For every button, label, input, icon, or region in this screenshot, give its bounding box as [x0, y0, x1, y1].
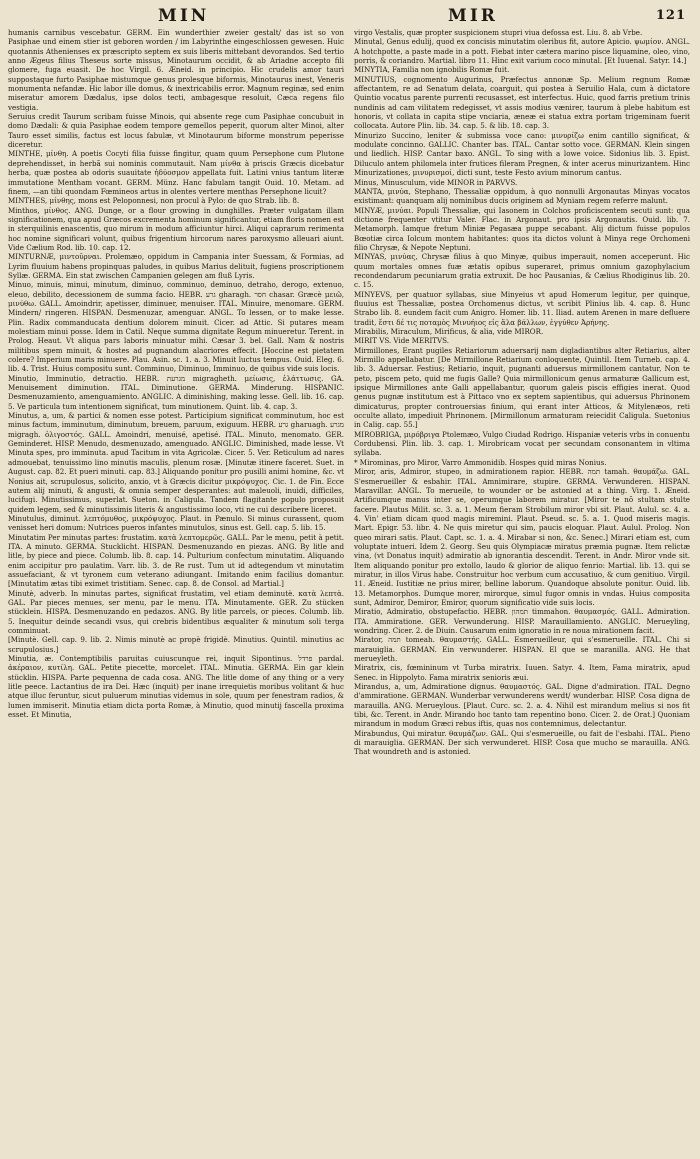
dictionary-entry: MINTURNÆ, μιντοῦρναι. Prolemæo, oppidum in Campania inter Suessam, & Formias, ad Lyrim fluuium habens propinquas paludes, in quibus Marius delituit, fugiens proscriptionem Syllæ. GERMA. Ein stat zwischen Campanien gelegen am fluß Lyris. — [8, 252, 344, 280]
dictionary-entry: Mirator, תמה tomeah. θαυμαστής. GALL. Esmerueilleur, qui s'esmerueille. ITAL. Chi si marauiglia. GERMAN. Ein verwunderer. HISPAN. El que se maranilla. ANG. He that merueyleth. — [354, 635, 690, 664]
dictionary-entry: Minutus, a, um, & partici & nomen esse potest. Participium significat comminutum, hoc est minus factum, imminutum, diminutum, breuem, paruum, exiguum. HEBR. גרע gharuagh. מגרע migragh. ὀλιγοστός. GALL. Amoindri, menuisé, apetisé. ITAL. Minuto, menomato. GER. Geminderet. HISP. Menudo, desmenuzado, amenguado. ANGLIC. Diminished, made lesse. Vt Minuta spes, pro imminuta. apud Tacitum in vita Agricolæ. Cicer. 5. Ver. Reticulum ad nares admouebat, tenuissimo lino minutis maculis, plenum rosæ. [Minutæ itinere faceret. Suet. in August. cap. 82. Et pueri minuti. cap. 83.] Aliquando ponitur pro pusilli animi homine, &c. vt Nonius ait, scrupulosus, solicito, anxio, vt à Græcis dicitur μικρόψυχος. Cic. 1. de Fin. Ecce autem alij minuti, & angusti, & omnia semper desperantes: aut maleuoli, inuidi, difficiles, lucifugi. Minutissimus, superlat. Sueton. in Caligula. Tandem flagitante populo proposuit quidem legem, sed & minutissimis literis & angustissimo loco, vti ne cui describere liceret. — [8, 411, 344, 514]
dictionary-entry: MINYTIA, Familia non ignobilis Romæ fuit. — [354, 65, 510, 75]
dictionary-entry: Miratrix, cis, fœmininum vt Turba miratrix. Iuuen. Satyr. 4. Item, Fama miratrix, apud Senec. in Hippolyto. Fama miratrix senioris æui. — [354, 663, 690, 682]
header-right-guide-word: MIR — [448, 6, 498, 26]
right-column — [354, 28, 690, 1152]
text-columns — [8, 28, 690, 1152]
dictionary-entry: Miror, aris, Admiror, stupeo, in admirationem rapior. HEBR. תמה tamah. θαυμάζω. GAL. S'esmerueiller & esbahir. ITAL. Amnimirare, stupire. GERMA. Verwunderen. HISPAN. Maravillar. ANGL. To merueile, to wounder or be astonied at a thing. Virg. 1. Æneid. Artificumque manus inter se, operumque laborem miratur. [Miror te nõ stultam stulte facere. Plautus Milit. sc. 3. a. 1. Meum fieram Strobilum miror vbi sit. Plaut. Aulul. sc. 4. a. 4. Vin' etiam dicam quod magis miremini. Plaut. Pseud. sc. 5. a. 1. Quod miseris magis. Mart. Epigr. 53. libr. 4. Ne quis miretur qui sim, paucis eloquar. Plaut. Aulul. Prolog. Non queo mirari satis. Plaut. Capt. sc. 1. a. 4. Mirabar si non, &c. Senec.] Mirari etiam est, cum voluptate intueri. Idem 2. Georg. Seu quis Olympiacæ miratus præmia pugnæ. Item relictæ vina, (vt Donatus inquit) admiratio ab ignorantia descendit. Terent. in Andr. Miror vnde sit. Item aliquando ponitur pro extollo, laudo & glorior de aliquo fenrio: Martial. lib. 13. qui se miratur, in illos Virus habe. Construitur hoc verbum cum accusatiuo, & cum genitiuo. Virgil. 11. Æneid. Iustitiæ ne prius mirer, belline laborum. Quandoque absolute ponitur. Ouid. lib. 13. Metamorphos. Dumque morer, mirorque, simul fugor omnis in vndas. Huius composita sunt, Admiror, Demiror, Emiror, quorum significatio vide suis locis. — [354, 467, 690, 607]
dictionary-entry: MINYAS, μινύας, Chrysæ filius à quo Minyæ, quibus imperauit, nomen acceperunt. Hic quum mortales omnes fuæ ætatis opibus superaret, primus omnium gazophylacium recondendarum pecuniarum gratia extruxit. De hoc Pausanias, & Cælius Rhodiginus lib. 20. c. 15. — [354, 252, 690, 290]
dictionary-entry: Minutè, adverb. In minutas partes, significat frustatim, vel etiam deminutè. κατὰ λεπτὰ. GAL. Par pieces menues, ser menu, par le menu. ITA. Minutamente. GER. Zu stücken stücklein. HISPA. Desmenuzando en pedazos. ANG. By litle parcels, or pieces. Columb. lib. 5. Inequitur deinde secandi vsus, qui crebris bidentibus æqualiter & minutum soli terga comminuat. — [8, 588, 344, 635]
dictionary-entry: MINYEVS, per quatuor syllabas, siue Minyeius vt apud Homerum legitur, per quinque, fluuius est Thessaliæ, postea Orchomenus dictus, vt scribit Plinius lib. 4. cap. 8. Hunc Strabo lib. 8. eundem facit cum Anigro. Homer. lib. 11. Iliad. autem Arenen in mare defluere tradit, ἔστι δέ τις ποταμὸς Μινυήιος εἰς ἅλα βάλλων, ἐγγύθεν Ἀρήνης. — [354, 289, 690, 327]
dictionary-entry: Minthos, μίνθος. ANG. Dunge, or a flour growing in dunghilles. Præter vulgatam illam significationem, qua apud Græcos excrementa hominum significantur, etiam floris nomen est in sterquilinis enascentis, quo mirum in modum afficiuntur hirci. Aliqui caprarum rerimenta hoc nomine significari volunt, quibus frigentium hircorum nares paroxysmo alleuari aiunt. Vide Cælium Rod. lib. 10. cap. 12. — [8, 205, 344, 252]
dictionary-entry: MINTHES, μίνθης, mons est Peloponnesi, non procul à Pylo: de quo Strab. lib. 8. — [8, 196, 300, 206]
dictionary-entry: Miratio, Admiratio, obstupefactio. HEBR. תמהון timmahon. θαυμασμός. GALL. Admiration. ITA. Ammiratione. GER. Verwunderung. HISP. Marauillamiento. ANGLIC. Merueyling, wondring. Cicer. 2. de Diuin. Causarum enim ignoratio in re noua mirationem facit. — [354, 607, 690, 635]
dictionary-entry: Mirmillones, Erant pugiles Retiariorum aduersarij nam digladiantibus alter Retiarius, alter Mirmillo appellabatur. [De Mirmillone Retiarium conloquente, Quintil. Item Turneb. cap. 4. lib. 3. Aduersar. Festius; Retiario, inquit, pugnanti aduersus mirmillonem cantatur, Non te peto, piscem peto, quid me fugis Galle? Quia mirmillonicum genus armaturæ Gallicum est, ipsique Mirmillones ante Galli appellabantur, quorum galeis piscis effigies inerat. Quod genus pugnæ institutum est à Pittaco vno ex septem sapientibus, qui aduersus Phrinonem dimicaturus, propter controuersias finium, qui erant inter Atticos, & Mitylenæos, reti occulte allato, impediuit Phrinonem. [Mirmillonum armaturam reiecidit Caligula. Suetonius in Calig. cap. 55.] — [354, 345, 690, 430]
dictionary-entry: virgo Vestalis, quæ propter suspicionem stupri viua defossa est. Liu. 8. ab Vrbe. — [354, 28, 643, 37]
dictionary-entry: Minutio, Imminutio, detractio. HEBR. מגרעת migragheth. μείωσις, ἐλάττωσις. GA. Menuisement diminution. ITAL. Diminutione. GERMA. Minderung. HISPANIC. Desmenuzamiento, amenguamiento. ANGLIC. A diminishing, making lesse. Gell. lib. 16. cap. 5. Ve particula tum intentionem significat, tum minutionem. Quint. lib. 4. cap. 3. — [8, 373, 344, 411]
left-column — [8, 28, 344, 1152]
header-left-guide-word: MIN — [158, 6, 210, 26]
running-header — [8, 4, 690, 28]
dictionary-entry: MIROBRIGA, μιρόβριγα Ptolemæo, Vulgo Ciudad Rodrigo. Hispaniæ veteris vrbs in conuentu Cordubensi. Plin. lib. 3. cap. 1. Mirobricam vocat per secundam consonantem in vltima syllaba. — [354, 429, 690, 458]
dictionary-entry: Minutulus, diminut. λεπτόμυθος, μικρόψυχος. Plaut. in Pænulo. Si minus curassent, quom venisset heri domum: Nutrices pueros infantes minutulos, sinus est. Gell. cap. 5. lib. 15. — [8, 513, 344, 533]
dictionary-entry: MINTHE, μίνθη. A poetis Cocyti filia fuisse fingitur, quam quum Persephone cum Plutone deprehendisset, in herbã sui nominis commutauit. Nam μίνθα à priscis Græcis dicebatur herba, quæ postea ab odoris suauitate ἡδύοσμον appellata fuit. Latini vnius tantum literæ immutatione Mentham vocant. GERM. Münz. Hanc fabulam tangit Ouid. 10. Metam. ad finem, —an tibi quondam Fœmineos artus in olentes vertere menthas Persephone licuit? — [8, 149, 344, 196]
dictionary-entry: Minurizo Succino, leniter & submissa voce cano: μινυρίζω enim cantillo significat, & modulate concinno. GALLIC. Chanter bas. ITAL. Cantar sotto voce. GERMAN. Klein singen und liedlich. HISP. Cantar baxo. ANGL. To sing with a lowe voice. Sidonius lib. 3. Epist. Diluculo antem philomela inter frutices fileram Pregnen, & inter acerus minurizantem. Hinc Minurizationes, μινυρισμοί, dicti sunt, teste Festo avium minorum cantus. — [354, 130, 690, 178]
dictionary-entry: Mirabundus, Qui miratur. θαυμάζων. GAL. Qui s'esmerueille, ou fait de l'esbahi. ITAL. Pieno di marauiglia. GERMAN. Der sich verwunderet. HISP. Cosa que mucho se marauilla. ANG. That woundreth and is astonied. — [354, 728, 690, 757]
dictionary-entry: Mirabilis, Miraculum, Mirificus, & alia, vide MIROR. — [354, 327, 544, 336]
dictionary-entry: MIRIT VS. Vide MERITVS. — [354, 336, 449, 346]
dictionary-entry: Minus, Minusculum, vide MINOR in PARVVS. — [354, 177, 518, 187]
dictionary-entry: Minutatim Per minutas partes: frustatim. κατὰ λεπτομερῶς. GALL. Par le menu, petit à petit. ITA. A minuto. GERMA. Stucklicht. HISPAN. Desmenuzando en piezas. ANG. By litle and litle, by piece and piece. Columb. lib. 8. cap. 14. Pulturium confectum minutatim. Aliquando enim accipitur pro paulatim. Varr. lib. 3. de Re rust. Tum ut id adtegendum vt minutatim assuefaciant, & vt tyronem cum veterano adiungant. Imitando enim facilius domantur. [Minutatim ætas tibi eximet tristitiam. Senec. cap. 8. de Consol. ad Martial.] — [8, 532, 344, 589]
dictionary-entry: Minutia, æ. Contemptibilis paruitas cuiuscunque rei, inquit Sipontinus. פרדל pardal. ἀκέραιον, κυτίλη. GAL. Petite piecette, morcelet. ITAL. Minutia. GERMA. Ein gar klein stücklin. HISPA. Parte pequenna de cada cosa. ANG. The litle dome of any thing or a very litle peece. Lactantius de ira Dei. Hæc (inquit) per inane irrequietis moribus volitant & huc atque illuc feruntur, sicut puluerum minutias videmus in sole, quum per fenestram radios, & lumen immiserit. Minutia etiam dicta porta Romæ, à Minutio, quod minutij fascella proxima esset. Et Minutia, — [8, 654, 344, 720]
dictionary-entry: Seruius credit Taurum scribam fuisse Minois, qui absente rege cum Pasiphae concubuit in domo Dædali: & quia Pasiphae eodem tempore gemellos peperit, quorum alter Minoi, alter Tauro esset similis, factus est locus fabulæ, vt Minotaurum biforme monstrum peperisse diceretur. — [8, 112, 344, 150]
dictionary-entry: MINYÆ, μινύαι. Populi Thessaliæ, qui Iasonem in Colchos proficiscentem secuti sunt: qua dictione frequenter vtitur Valer. Flac. in Argonaut. pro ipsis Argonautis. Ouid. lib. 7. Metamorph. Iamque fretum Miniæ Pegasæa puppe secabant. Alij dictum fuisse populos Bœotiæ circa Iolcum montem habitantes: quos ita dictos volunt à Minya rege Orchomeni filio Chrysæ, & Nepote Neptuni. — [354, 205, 690, 252]
dictionary-entry: MINUTIUS, cognomento Augurinus, Præfectus annonæ Sp. Melium regnum Romæ affectantem, re ad Senatum delata, coarguit, qui postea à Seruilio Hala, cum à dictatore Quintio vocatus parente purrenti recusasset, est interfectus. Huic, quod farris pretium trinis nundinis ad cam vilitatem redegisset, vt assis modius vænirer, taurum à plebe habitum est honoris, vt collata in capita stipe vnciaria, æneæ ei statua extra portam trigeminam fuerit collocata. Autore Plin. lib. 34. cap. 5. & lib. 18. cap. 3. — [354, 74, 690, 131]
dictionary-entry: Mirandus, a, um, Admiratione dignus. θαυμαστός. GAL. Digne d'admiration. ITAL. Degno d'ammiratione. GERMAN. Wunderbar verwunderens werdt/ wunderbar. HISP. Cosa digna de marauilla. ANG. Merueylous. [Plaut. Curc. sc. 2. a. 4. Nihil est mirandum melius si nos fit tibi, &c. Terent. in Andr. Mirando hoc tanto tam repentino bono. Cicer. 2. de Orat.] Quoniam mirandum in modum Græci rebus iftis, quas nos contemnimus, delectantur. — [354, 682, 690, 729]
dictionary-entry: [Minutè. Gell. cap. 9. lib. 2. Nimis minutè ac propè frigidè. Minutius. Quintil. minutius ac scrupulosius.] — [8, 635, 344, 654]
dictionary-entry: humanis carnibus vescebatur. GERM. Ein wunderthier zweier gestalt/ das ist so von Pasiphae und einem stier ist geboren worden / im Labyrinthe eingeschlossen gewesen. Huic quotannis Athenienses ex præscripto septem ex suis liberis mittebant devorandos. Sed tertio anno Ægeus filius Theseus sorte missus, Minotaurum occidit, & ab Ariadne accepto fili glomere, fuga euasit. De hoc Virgil. 6. Æneid. in principio. Hic crudelis amor tauri suppostaque furto Pasiphae mistumque genus prolesque biformis, Minotaurus inest, Veneris monumenta nefandæ. Hic labor ille domus, & inextricabilis error. Magnum reginæ, sed enim miseratur amorem Dædalus, ipse dolos tecti, ambagesque resoluit, Cæca regens filo vestigia. — [8, 28, 344, 112]
dictionary-entry: MANTA, μινύα, Stephano, Thessaliæ oppidum, à quo nonnulli Argonautas Minyas vocatos existimant: quanquam alij nominibus ducis originem ad Myniam regem referre malunt. — [354, 186, 690, 206]
dictionary-entry: * Mirominas, pro Miror, Varro Ammonidib. Hospes quid miras Nonius. — [354, 457, 607, 467]
dictionary-entry: Minutal, Genus edulij, quod ex concisis minutatim oleribus fit, autore Apicio. ψωμίον. ANGL. A hotchpotte, a paste made in a pott. Fiebat inter cætera marino pisce liquamine, oleo, vino, porris, & coriandro. Martial. libro 11. Hinc exit varium coco minutal. [Et Iuuenal. Satyr. 14.] — [354, 37, 690, 66]
dictionary-entry: Minuo, minuis, minui, minutum, diminuo, comminuo, deminuo, detraho, derogo, extenuo, eleuo, debilito, decessionem de summa facio. HEBR. גרע gharagh. חסר chasar. Græcè μειῶ, μινύθω. GALL. Amoindrir, apetisser, diminuer, menuiser. ITAL. Minuire, menomare. GERM. Mindern/ ringeren. HISPAN. Desmenuzar, amenguar. ANGL. To lessen, or to make lesse. Plin. Radix commanducata dentium dolorem minuit. Cicer. ad Attic. Si putares meam molestiam minui posse. Idem in Catil. Neque summa dignitate Regum minueretur. Terent. in Prolog. Heaut. Vt aliqua pars laboris minuatur mihi. Cæsar 3. bel. Gall. Nam & nostris militibus spem minuit, & hostes ad pugnandum alacriores effecit. [Hoccine est pietatem colere? Imperium maris minuere. Plau. Asin. sc. 1. a. 3. Minuit luctus tempus. Ouid. Eleg. 6. lib. 4. Trist. Huius compositu sunt. Comminuo, Diminuo, Imminuo, de quibus vide suis locis. — [8, 280, 344, 374]
page-number: 121 — [655, 8, 686, 23]
